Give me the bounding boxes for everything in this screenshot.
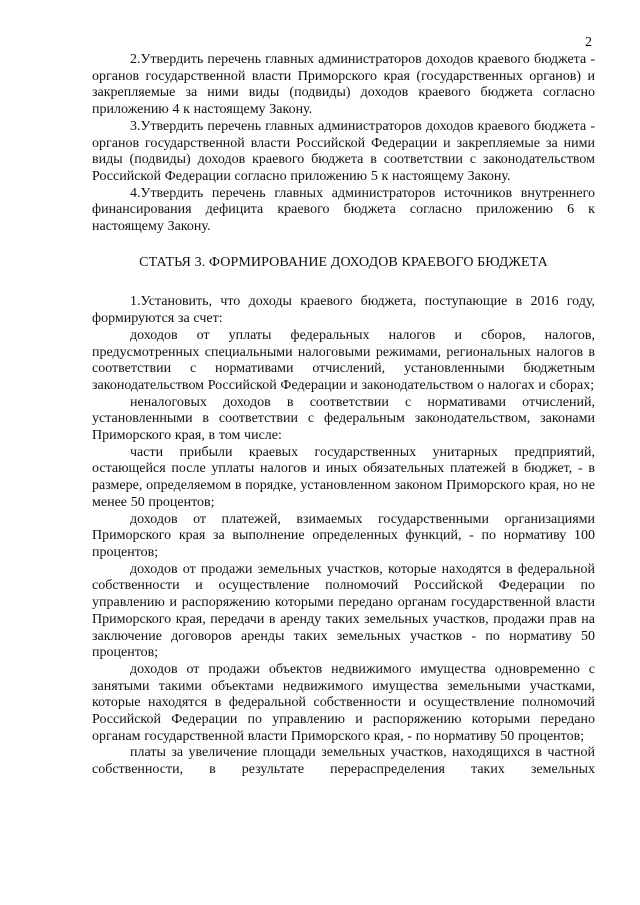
article-3-paragraph: платы за увеличение площади земельных участков, находящихся в частной собственности, в результате перераспределения таких земельных: [92, 745, 595, 778]
article-3-paragraph: доходов от платежей, взимаемых государственными организациями Приморского края за выполнение определенных функций, - по нормативу 100 процентов;: [92, 511, 595, 560]
article-3-paragraph: доходов от уплаты федеральных налогов и сборов, налогов, предусмотренных специальными налоговыми режимами, региональных налогов в соответствии с нормативами отчислений, установленными бюджетным законодательством Российской Федерации и законодательством о налогах и сборах;: [92, 327, 595, 393]
article-3-heading: СТАТЬЯ 3. ФОРМИРОВАНИЕ ДОХОДОВ КРАЕВОГО БЮДЖЕТА: [139, 254, 548, 270]
article-3-paragraph: части прибыли краевых государственных унитарных предприятий, остающейся после уплаты налогов и иных обязательных платежей в бюджет, - в размере, определяемом в порядке, установленном законом Приморского края, но не менее 50 процентов;: [92, 444, 595, 510]
paragraph-item-3: 3.Утвердить перечень главных администраторов доходов краевого бюджета - органов государственной власти Российской Федерации и закрепляемые за ними виды (подвиды) доходов краевого бюджета в соответствии с законодательством Российской Федерации согласно приложению 5 к настоящему Закону.: [92, 118, 595, 184]
paragraph-item-4: 4.Утвердить перечень главных администраторов источников внутреннего финансирования дефицита краевого бюджета согласно приложению 6 к настоящему Закону.: [92, 185, 595, 235]
article-3-paragraph: неналоговых доходов в соответствии с нормативами отчислений, установленными в соответствии с федеральным законодательством, законами Приморского края, в том числе:: [92, 394, 595, 444]
paragraph-item-2: 2.Утвердить перечень главных администраторов доходов краевого бюджета - органов государственной власти Приморского края (государственных органов) и закрепляемые за ними виды (подвиды) доходов краевого бюджета согласно приложению 4 к настоящему Закону.: [92, 52, 595, 118]
document-body: [92, 52, 595, 779]
page-number: 2: [585, 35, 592, 50]
article-3-paragraph: доходов от продажи объектов недвижимого имущества одновременно с занятыми такими объектами недвижимого имущества земельными участками, которые находятся в федеральной собственности и осуществление полномочий Российской Федерации по управлению и распоряжению которыми передано органам государственной власти Приморского края, - по нормативу 50 процентов;: [92, 661, 595, 744]
article-3-paragraph: 1.Установить, что доходы краевого бюджета, поступающие в 2016 году, формируются за счет:: [92, 294, 595, 327]
article-3-paragraph: доходов от продажи земельных участков, которые находятся в федеральной собственности и осуществление полномочий Российской Федерации по управлению и распоряжению которыми передано органам государственной власти Приморского края, передачи в аренду таких земельных участков, продажи прав на заключение договоров аренды таких земельных участков - по нормативу 50 процентов;: [92, 561, 595, 661]
